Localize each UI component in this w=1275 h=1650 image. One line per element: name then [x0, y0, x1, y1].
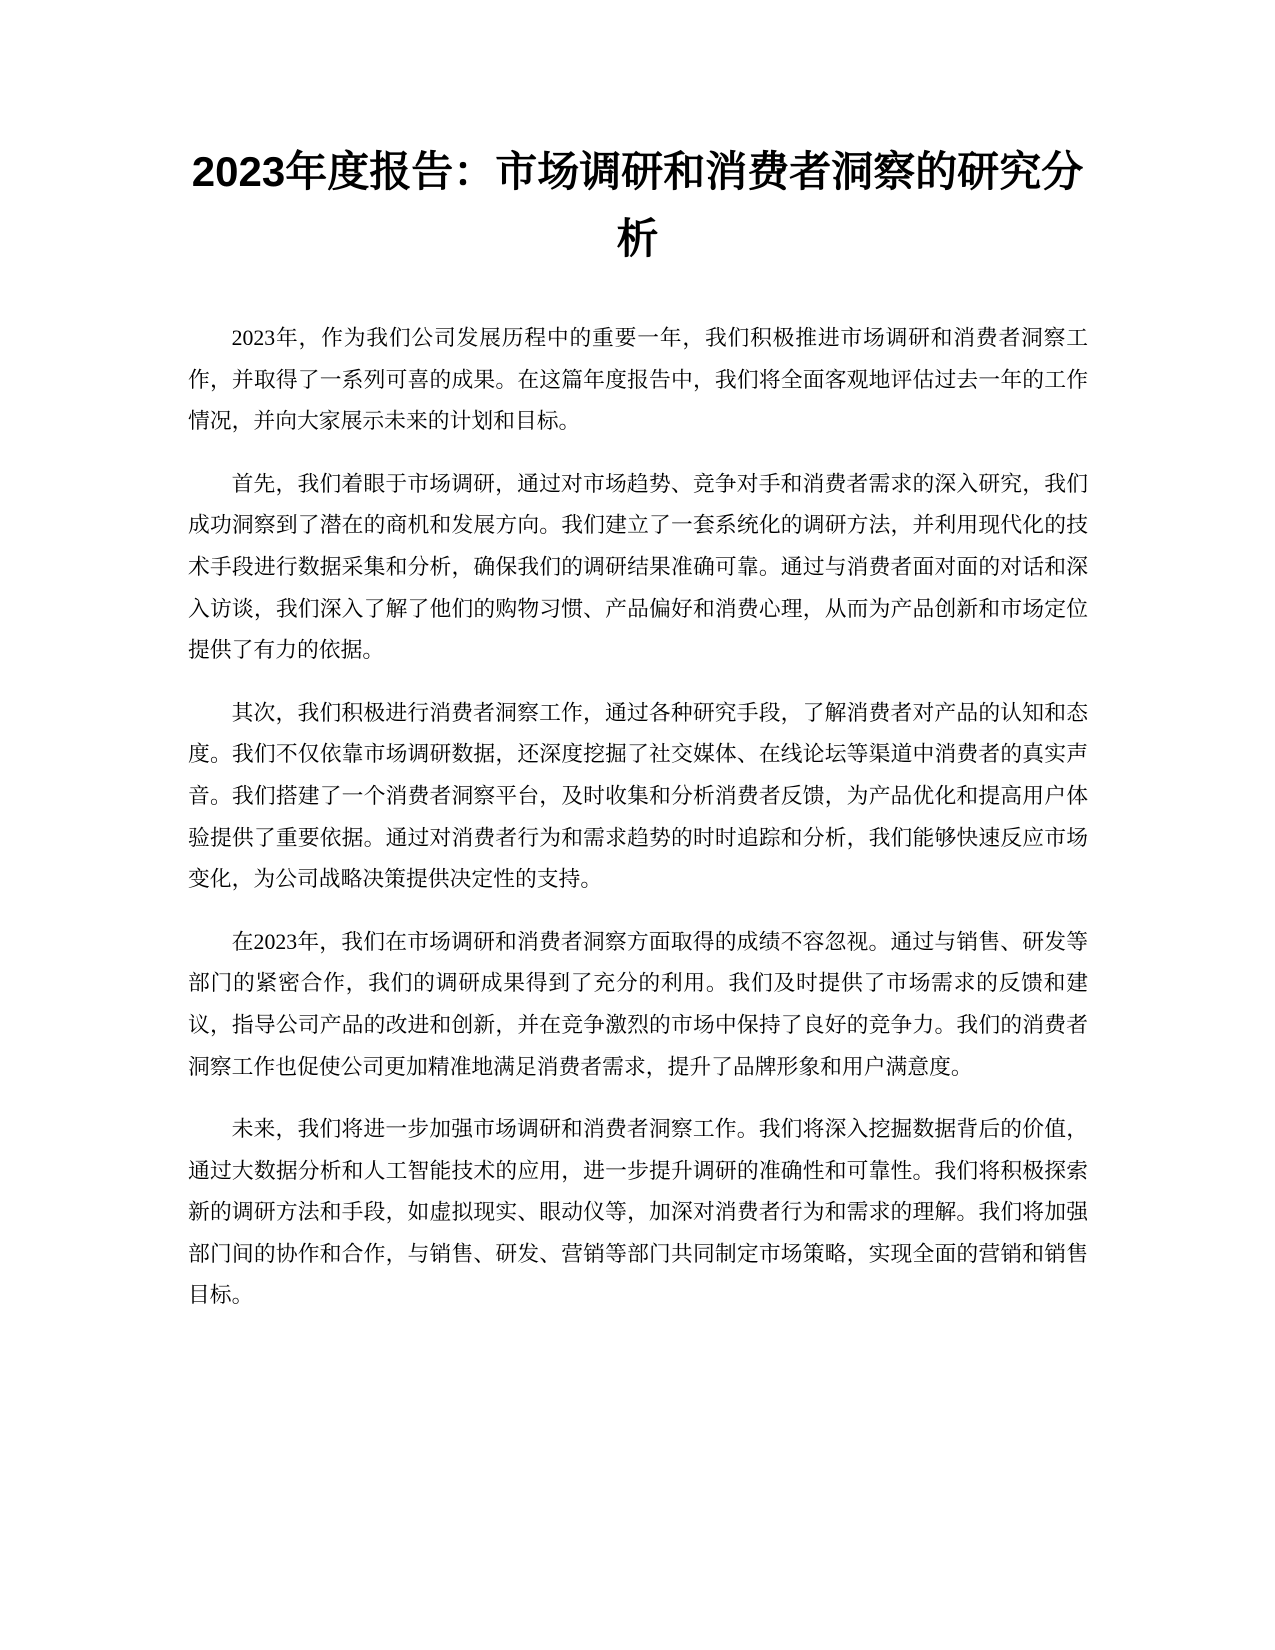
document-title: 2023年度报告：市场调研和消费者洞察的研究分析 [191, 148, 1084, 262]
paragraph-future-plans: 未来，我们将进一步加强市场调研和消费者洞察工作。我们将深入挖掘数据背后的价值，通过大数据分析和人工智能技术的应用，进一步提升调研的准确性和可靠性。我们将积极探索新的调研方法和手段，如虚拟现实、眼动仪等，加深对消费者行为和需求的理解。我们将加强部门间的协作和合作，与销售、研发、营销等部门共同制定市场策略，实现全面的营销和销售目标。 [188, 1117, 1088, 1308]
paragraph-consumer-insight: 其次，我们积极进行消费者洞察工作，通过各种研究手段，了解消费者对产品的认知和态度。我们不仅依靠市场调研数据，还深度挖掘了社交媒体、在线论坛等渠道中消费者的真实声音。我们搭建了一个消费者洞察平台，及时收集和分析消费者反馈，为产品优化和提高用户体验提供了重要依据。通过对消费者行为和需求趋势的时时追踪和分析，我们能够快速反应市场变化，为公司战略决策提供决定性的支持。 [188, 700, 1088, 892]
paragraph-achievements: 在2023年，我们在市场调研和消费者洞察方面取得的成绩不容忽视。通过与销售、研发等部门的紧密合作，我们的调研成果得到了充分的利用。我们及时提供了市场需求的反馈和建议，指导公司产品的改进和创新，并在竞争激烈的市场中保持了良好的竞争力。我们的消费者洞察工作也促使公司更加精准地满足消费者需求，提升了品牌形象和用户满意度。 [188, 929, 1088, 1079]
paragraph-intro: 2023年，作为我们公司发展历程中的重要一年，我们积极推进市场调研和消费者洞察工作，并取得了一系列可喜的成果。在这篇年度报告中，我们将全面客观地评估过去一年的工作情况，并向大家展示未来的计划和目标。 [188, 326, 1088, 434]
document-body [188, 318, 1088, 1338]
paragraph-market-research: 首先，我们着眼于市场调研，通过对市场趋势、竞争对手和消费者需求的深入研究，我们成功洞察到了潜在的商机和发展方向。我们建立了一套系统化的调研方法，并利用现代化的技术手段进行数据采集和分析，确保我们的调研结果准确可靠。通过与消费者面对面的对话和深入访谈，我们深入了解了他们的购物习惯、产品偏好和消费心理，从而为产品创新和市场定位提供了有力的依据。 [188, 471, 1088, 663]
